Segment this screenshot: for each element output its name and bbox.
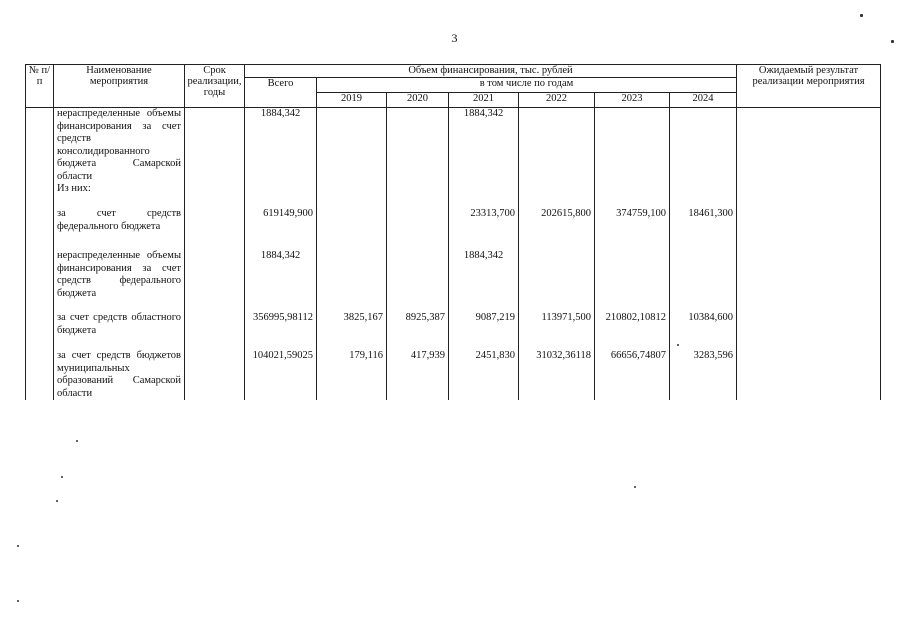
table-row: [26, 108, 881, 184]
row-2022: 113971,500: [519, 312, 595, 350]
row-2023: [595, 108, 670, 184]
header-term: Срок реализации, годы: [185, 65, 245, 108]
scan-speck: [860, 14, 863, 17]
table-row: [26, 183, 881, 208]
row-2022: [519, 250, 595, 312]
row-2024: 18461,300: [670, 208, 737, 250]
row-2020: [387, 108, 449, 184]
row-total: 1884,342: [245, 108, 317, 184]
row-2023: 66656,74807: [595, 350, 670, 400]
row-2019: 179,116: [317, 350, 387, 400]
row-total: 619149,900: [245, 208, 317, 250]
row-2023: 210802,10812: [595, 312, 670, 350]
table-row: [26, 350, 881, 400]
scan-speck: [17, 545, 19, 547]
row-2019: [317, 108, 387, 184]
row-2021: 1884,342: [449, 108, 519, 184]
scan-speck: [17, 600, 19, 602]
scan-speck: [634, 486, 636, 488]
row-2020: 417,939: [387, 350, 449, 400]
row-2020: [387, 250, 449, 312]
header-year-2019: 2019: [317, 93, 387, 108]
row-name: за счет средств областного бюджета: [54, 312, 185, 350]
row-2019: [317, 250, 387, 312]
row-2024: 3283,596: [670, 350, 737, 400]
header-result: Ожидаемый результат реализации мероприятия: [737, 65, 881, 108]
table-row: [26, 250, 881, 312]
row-name: нераспределенные объемы финансирования за счет средств консолидированного бюджета Самарской области: [54, 108, 185, 184]
header-name: Наименование мероприятия: [54, 65, 185, 108]
row-total: 104021,59025: [245, 350, 317, 400]
row-2021: 1884,342: [449, 250, 519, 312]
row-2023: 374759,100: [595, 208, 670, 250]
row-2024: 10384,600: [670, 312, 737, 350]
row-name: нераспределенные объемы финансирования за счет средств федерального бюджета: [54, 250, 185, 312]
row-2022: [519, 108, 595, 184]
scan-speck: [76, 440, 78, 442]
header-year-2021: 2021: [449, 93, 519, 108]
row-name: Из них:: [54, 183, 185, 208]
row-2021: 9087,219: [449, 312, 519, 350]
row-2022: 31032,36118: [519, 350, 595, 400]
row-name: за счет средств бюджетов муниципальных образований Самарской области: [54, 350, 185, 400]
row-2022: 202615,800: [519, 208, 595, 250]
row-2019: 3825,167: [317, 312, 387, 350]
row-2021: 2451,830: [449, 350, 519, 400]
scan-speck: [61, 476, 63, 478]
table-row: [26, 208, 881, 250]
header-num: № п/п: [26, 65, 54, 108]
header-year-2022: 2022: [519, 93, 595, 108]
scan-speck: [56, 500, 58, 502]
page-number: 3: [451, 31, 458, 45]
row-name: за счет средств федерального бюджета: [54, 208, 185, 250]
financing-table: [25, 64, 881, 400]
row-2019: [317, 208, 387, 250]
header-by-years: в том числе по годам: [317, 78, 737, 93]
row-2020: [387, 208, 449, 250]
header-funding: Объем финансирования, тыс. рублей: [245, 65, 737, 78]
header-year-2020: 2020: [387, 93, 449, 108]
header-year-2023: 2023: [595, 93, 670, 108]
scan-speck: [677, 344, 679, 346]
row-2024: [670, 108, 737, 184]
row-2021: 23313,700: [449, 208, 519, 250]
row-2023: [595, 250, 670, 312]
header-year-2024: 2024: [670, 93, 737, 108]
table-row: [26, 312, 881, 350]
row-2020: 8925,387: [387, 312, 449, 350]
row-total: 356995,98112: [245, 312, 317, 350]
row-total: 1884,342: [245, 250, 317, 312]
header-total: Всего: [245, 78, 317, 108]
row-2024: [670, 250, 737, 312]
scan-speck: [891, 40, 894, 43]
